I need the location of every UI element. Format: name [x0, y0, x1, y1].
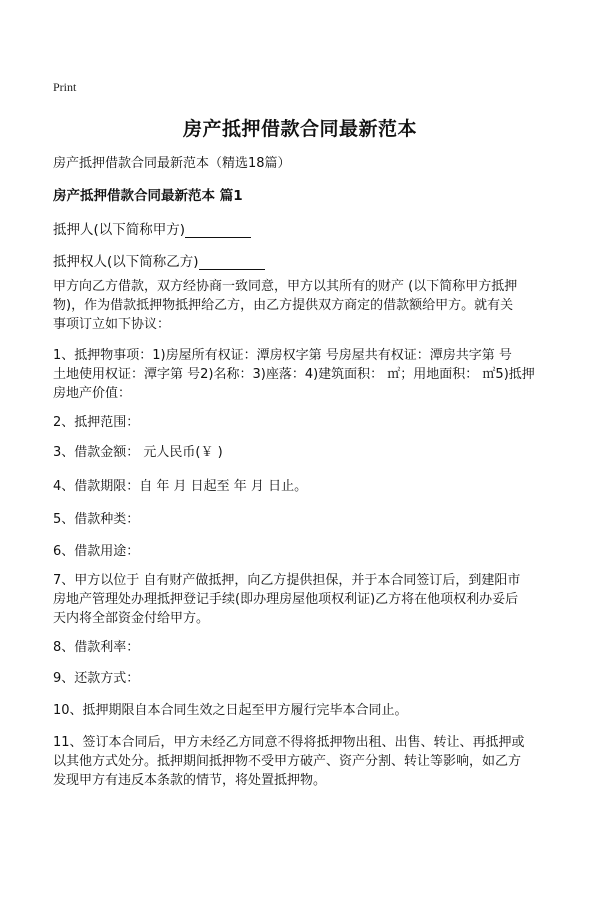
clause-11-line: 11、签订本合同后，甲方未经乙方同意不得将抵押物出租、出售、转让、再抵押或: [53, 735, 525, 750]
clause-11-line: 以其他方式处分。抵押期间抵押物不受甲方破产、资产分割、转让等影响，如乙方: [53, 754, 522, 769]
clause-1: [53, 346, 553, 403]
clause-6: 6、借款用途：: [53, 544, 140, 559]
intro-line: 甲方向乙方借款，双方经协商一致同意，甲方以其所有的财产 (以下简称甲方抵押: [53, 279, 518, 294]
party-b-blank: [199, 255, 265, 270]
party-a-blank: [185, 223, 251, 238]
party-a-line: [53, 218, 251, 238]
party-a-label: 抵押人(以下简称甲方): [53, 222, 186, 238]
clause-7-line: 房地产管理处办理抵押登记手续(即办理房屋他项权利证)乙方将在他项权利办妥后: [53, 592, 519, 607]
clause-10: 10、抵押期限自本合同生效之日起至甲方履行完毕本合同止。: [53, 703, 408, 718]
clause-11: [53, 733, 553, 790]
section-heading: 房产抵押借款合同最新范本 篇1: [53, 188, 243, 204]
clause-5: 5、借款种类：: [53, 512, 140, 527]
clause-11-line: 发现甲方有违反本条款的情节，将处置抵押物。: [53, 773, 327, 788]
intro-line: 事项订立如下协议：: [53, 317, 171, 332]
clause-1-line: 房地产价值：: [53, 386, 132, 401]
clause-1-line: 1、抵押物事项：1)房屋所有权证：潭房权字第 号房屋共有权证：潭房共字第 号: [53, 348, 512, 363]
party-b-label: 抵押权人(以下简称乙方): [53, 254, 199, 270]
print-label: Print: [53, 80, 77, 94]
clause-7: [53, 571, 553, 628]
clause-1-line: 土地使用权证：潭字第 号2)名称：3)座落：4)建筑面积： ㎡；用地面积： ㎡5)抵押: [53, 367, 535, 382]
intro-paragraph: [53, 277, 553, 334]
document-subtitle: 房产抵押借款合同最新范本（精选18篇）: [53, 156, 291, 171]
intro-line: 物)，作为借款抵押物抵押给乙方，由乙方提供双方商定的借款额给甲方。就有关: [53, 298, 514, 313]
clause-7-line: 天内将全部资金付给甲方。: [53, 611, 210, 626]
clause-9: 9、还款方式：: [53, 671, 140, 686]
clause-3: 3、借款金额： 元人民币(￥ ): [53, 445, 223, 460]
clause-8: 8、借款利率：: [53, 640, 140, 655]
party-b-line: [53, 250, 265, 270]
clause-7-line: 7、甲方以位于 自有财产做抵押，向乙方提供担保，并于本合同签订后，到建阳市: [53, 573, 521, 588]
document-title: 房产抵押借款合同最新范本: [182, 118, 417, 140]
clause-2: 2、抵押范围：: [53, 415, 140, 430]
clause-4: 4、借款期限：自 年 月 日起至 年 月 日止。: [53, 479, 308, 494]
